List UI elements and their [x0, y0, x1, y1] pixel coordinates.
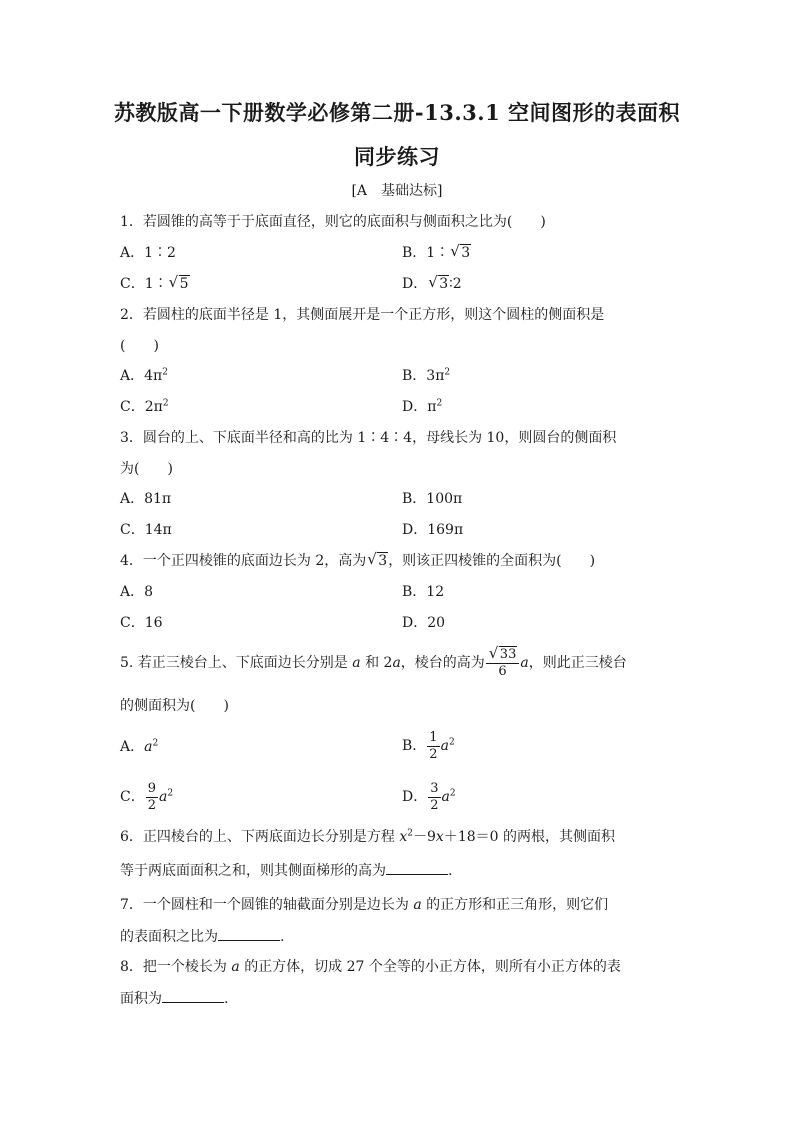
question-2-option-c: C．$2\pi^2$ [120, 398, 169, 415]
question-3-option-c: C．14π [120, 522, 172, 538]
question-4-option-b: B．12 [402, 584, 445, 600]
question-8-stem: 8．把一个棱长为 a 的正方体，切成 27 个全等的小正方体，则所有小正方体的表 [120, 959, 621, 975]
answer-blank[interactable] [162, 988, 224, 1003]
question-5-stem-cont: 的侧面积为( ) [120, 698, 229, 714]
document-title: 苏教版高一下册数学必修第二册-13.3.1 空间图形的表面积 [113, 100, 681, 125]
question-6-stem: 6．正四棱台的上、下两底面边长分别是方程 $x^2-9x+18=0$ 的两根，其侧面积 [120, 828, 615, 845]
question-8-stem-cont: 面积为 . [120, 988, 228, 1009]
question-7-stem: 7．一个圆柱和一个圆锥的轴截面分别是边长为 a 的正方形和正三角形，则它们 [120, 897, 609, 913]
question-4-option-a: A．8 [120, 584, 154, 600]
question-4-stem: 4．一个正四棱锥的底面边长为 2，高为√ 3，则该正四棱锥的全面积为( ) [120, 551, 595, 571]
question-3-option-a: A．81π [120, 491, 172, 507]
question-2-stem-cont: ( ) [120, 338, 159, 354]
question-1-option-b: B．1∶√ 3 [402, 243, 471, 263]
answer-blank[interactable] [218, 926, 280, 941]
answer-blank[interactable] [386, 860, 448, 875]
document-subtitle: 同步练习 [354, 144, 440, 169]
question-5-option-c: C． $\frac{9}{2}$ $a^2$ [120, 780, 174, 813]
question-1-option-d: D．√ 3∶2 [402, 274, 462, 294]
question-6-stem-cont: 等于两底面面积之和，则其侧面梯形的高为 . [120, 860, 452, 881]
question-2-option-b: B．$3\pi^2$ [402, 367, 451, 384]
question-4-option-d: D．20 [402, 615, 446, 631]
question-1-option-a: A．1∶2 [120, 245, 176, 261]
question-7-stem-cont: 的表面积之比为 . [120, 926, 284, 947]
question-4-option-c: C．16 [120, 615, 163, 631]
question-3-stem: 3．圆台的上、下底面半径和高的比为 1∶4∶4，母线长为 10，则圆台的侧面积 [120, 430, 617, 446]
question-2-option-a: A．$4\pi^2$ [120, 367, 168, 384]
question-3-stem-cont: 为( ) [120, 461, 173, 477]
section-label: [A 基础达标] [351, 183, 443, 199]
question-5-option-b: B． $\frac{1}{2}$ $a^2$ [402, 729, 455, 762]
question-3-option-b: B．100π [402, 491, 463, 507]
question-2-stem: 2．若圆柱的底面半径是 1，其侧面展开是一个正方形，则这个圆柱的侧面积是 [120, 307, 605, 323]
question-2-option-d: D．$\pi^2$ [402, 398, 443, 415]
question-3-option-d: D．169π [402, 522, 464, 538]
question-1-option-c: C．1∶√ 5 [120, 274, 190, 294]
question-5-option-a: A．$a^2$ [120, 738, 159, 755]
question-5-stem: 5. 若正三棱台上、下底面边长分别是 a 和 2a，棱台的高为 √ $\frac{33}{6}$ a，则此正三棱台 [120, 645, 627, 681]
question-5-option-d: D． $\frac{3}{2}$ $a^2$ [402, 780, 456, 813]
question-1-stem: 1．若圆锥的高等于于底面直径，则它的底面积与侧面积之比为( ) [120, 214, 546, 230]
